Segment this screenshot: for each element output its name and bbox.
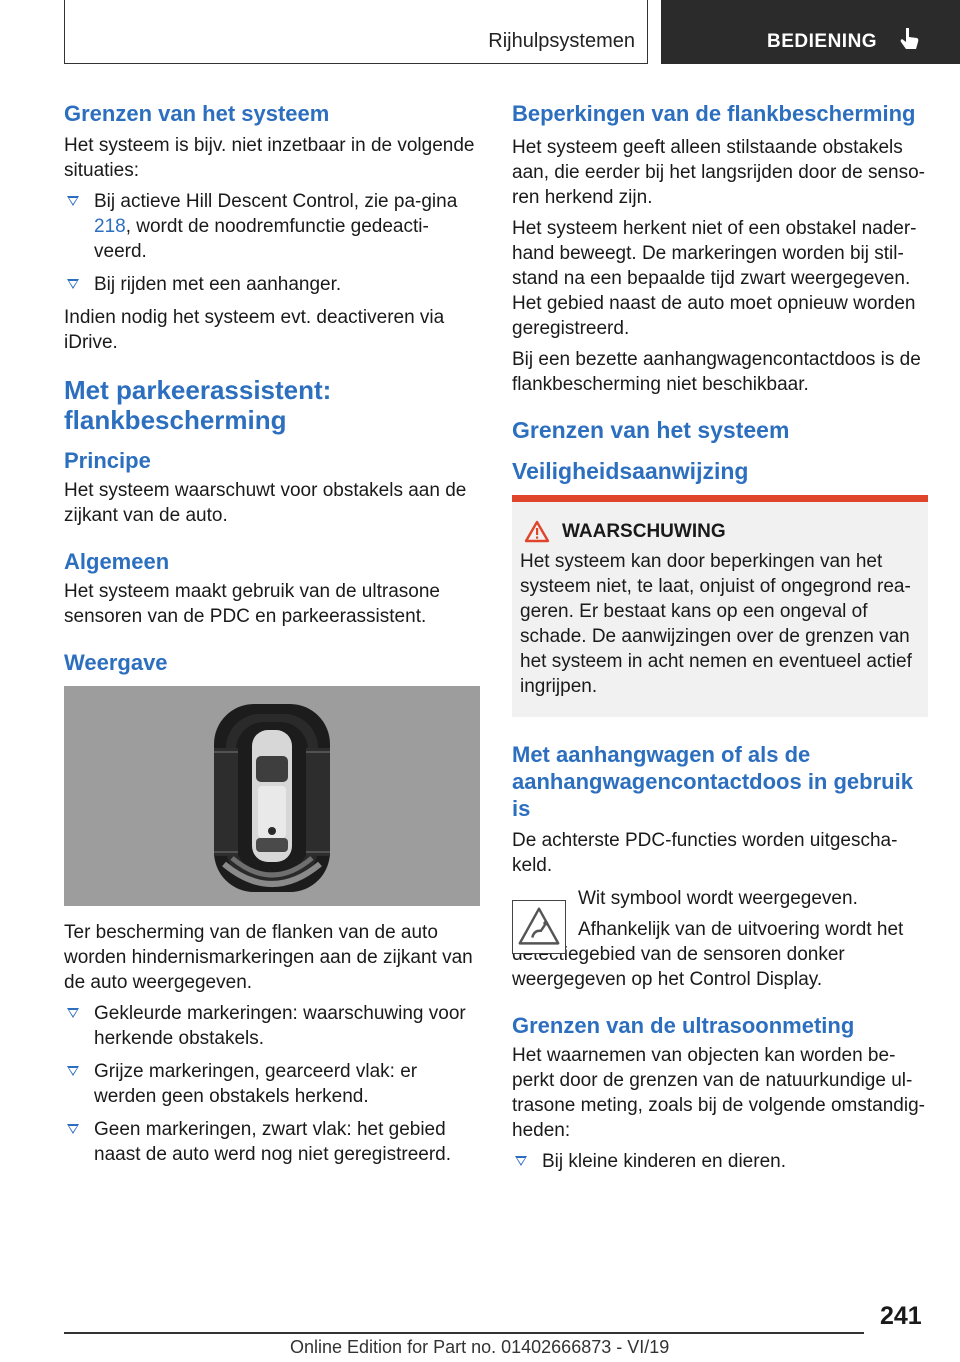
- page-link[interactable]: 218: [94, 216, 126, 237]
- heading-system-limits: Grenzen van het systeem: [512, 417, 790, 443]
- triangle-bullet-icon: [515, 1156, 527, 1166]
- triangle-bullet-icon: [67, 1124, 79, 1134]
- heading-restrictions: Beperkingen van de flankbescherming: [512, 101, 916, 126]
- paragraph: Het systeem herkent niet of een obstakel nader-hand beweegt. De markeringen worden bij stil-stand na een bepaalde tijd zwart weergegeven. Het gebied naast de auto moet opnieuw worden geregistreerd.: [512, 218, 917, 339]
- paragraph: Ter bescherming van de flanken van de auto worden hindernismarkeringen aan de zijkant van de auto weergegeven.: [64, 922, 473, 993]
- running-header: [64, 0, 648, 64]
- ultra-list: [512, 1149, 928, 1174]
- footer-edition: Online Edition for Part no. 01402666873 - VI/19: [290, 1337, 670, 1357]
- heading-general: Algemeen: [64, 549, 170, 574]
- paragraph: Wit symbool wordt weergegeven.: [578, 888, 858, 909]
- limits-list: [64, 189, 480, 297]
- list-item: Grijze markeringen, gearceerd vlak: er werden geen obstakels herkend.: [64, 1059, 480, 1109]
- chapter-tab: [661, 0, 960, 64]
- paragraph: Het systeem maakt gebruik van de ultrasone sensoren van de PDC en parkeerassistent.: [64, 581, 440, 627]
- paragraph: Afhankelijk van de uitvoering wordt het detectiegebied van de sensoren donker weergegeven op het Control Display.: [512, 919, 904, 990]
- car-top-view-image: [64, 686, 480, 906]
- heading-principle: Principe: [64, 448, 151, 473]
- paragraph: Indien nodig het systeem evt. deactiveren via iDrive.: [64, 307, 445, 353]
- heading-flank-protection: Met parkeerassistent: flankbescherming: [64, 375, 332, 435]
- left-column: [64, 100, 480, 1175]
- list-item: Bij actieve Hill Descent Control, zie pa-gina 218, wordt de noodremfunctie gedeacti-veerd.: [64, 189, 480, 264]
- warning-triangle-icon: [524, 520, 550, 543]
- heading-ultrasound-limits: Grenzen van de ultrasoonmeting: [512, 1013, 855, 1038]
- heading-limits: Grenzen van het systeem: [64, 101, 330, 126]
- chapter-title: BEDIENING: [767, 31, 878, 52]
- triangle-bullet-icon: [67, 1066, 79, 1076]
- symbol-row: [512, 886, 928, 992]
- paragraph: Het systeem geeft alleen stilstaande obstakels aan, die eerder bij het langsrijden door de senso-ren herkend zijn.: [512, 137, 925, 208]
- footer-divider: [64, 1332, 864, 1334]
- warning-text: Het systeem kan door beperkingen van het systeem niet, te laat, onjuist of ongegrond rea-geren. Er bestaat kans op een ongeval of schade. De aanwijzingen over de grenzen van het systeem in acht nemen en eventueel actief ingrijpen.: [520, 551, 912, 697]
- section-title: Rijhulpsystemen: [488, 30, 635, 52]
- list-item: Geen markeringen, zwart vlak: het gebied naast de auto werd nog niet geregistreerd.: [64, 1117, 480, 1167]
- paragraph: De achterste PDC-functies worden uitgescha-keld.: [512, 830, 898, 876]
- paragraph: Bij een bezette aanhangwagencontactdoos is de flankbescherming niet beschikbaar.: [512, 349, 921, 395]
- triangle-bullet-icon: [67, 196, 79, 206]
- heading-display: Weergave: [64, 650, 168, 675]
- heading-safety-note: Veiligheidsaanwijzing: [512, 458, 749, 484]
- paragraph: Het systeem is bijv. niet inzetbaar in de volgende situaties:: [64, 135, 475, 181]
- flank-protection-figure: [64, 686, 480, 906]
- display-list: [64, 1001, 480, 1167]
- warning-title: WAARSCHUWING: [562, 520, 726, 542]
- heading-trailer: Met aanhangwagen of als de aanhangwagencontactdoos in gebruik is: [512, 742, 913, 821]
- list-item: Bij rijden met een aanhanger.: [64, 272, 480, 297]
- triangle-bullet-icon: [67, 1008, 79, 1018]
- trailer-warning-symbol-icon: [512, 900, 566, 954]
- paragraph: Het systeem waarschuwt voor obstakels aan de zijkant van de auto.: [64, 480, 467, 526]
- warning-title-row: [524, 520, 920, 543]
- page-number: 241: [880, 1302, 922, 1330]
- list-item: Bij kleine kinderen en dieren.: [512, 1149, 928, 1174]
- list-item: Gekleurde markeringen: waarschuwing voor herkende obstakels.: [64, 1001, 480, 1051]
- hand-pointer-icon: [897, 26, 921, 52]
- triangle-bullet-icon: [67, 279, 79, 289]
- paragraph: Het waarnemen van objecten kan worden be-perkt door de grenzen van de natuurkundige ul-trasone meting, zoals bij de volgende omstandig-heden:: [512, 1045, 925, 1141]
- warning-box: [512, 495, 928, 717]
- right-column: [512, 100, 928, 1182]
